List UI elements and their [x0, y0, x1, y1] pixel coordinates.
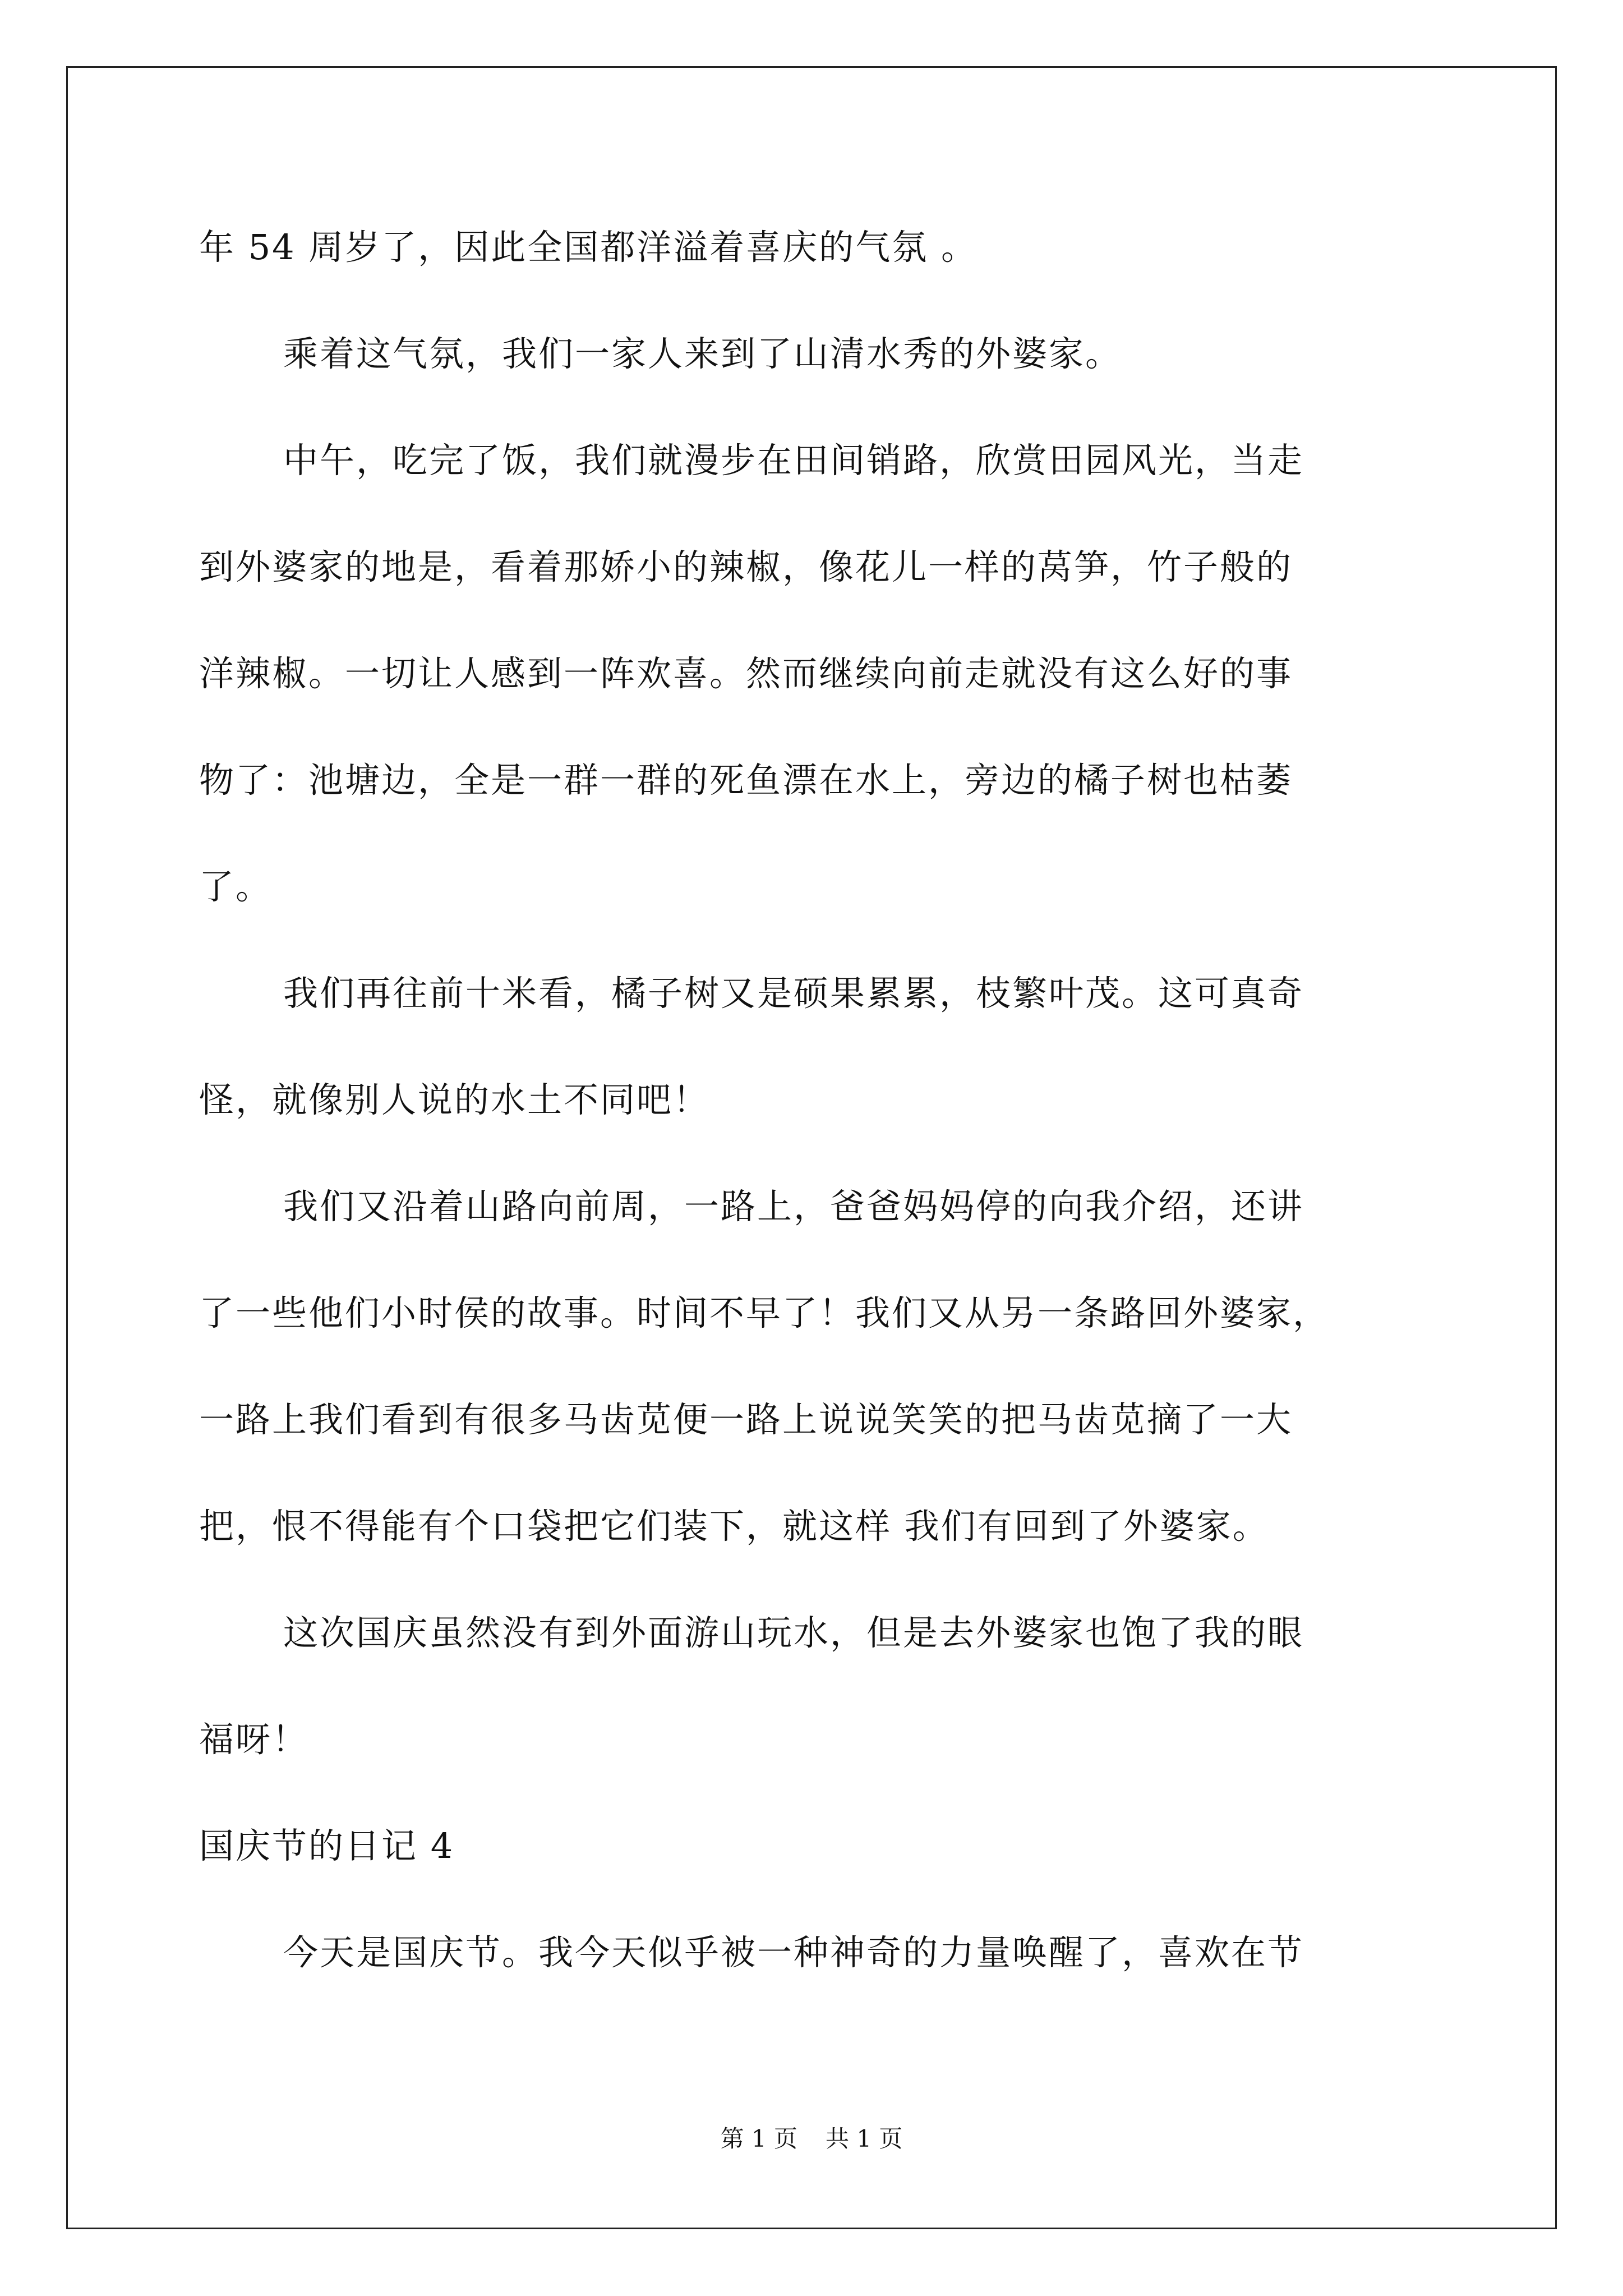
- page-number: 第 1 页: [720, 2125, 797, 2152]
- page-total: 共 1 页: [826, 2125, 903, 2152]
- text-line: 把，恨不得能有个口袋把它们装下，就这样 我们有回到了外婆家。: [199, 1506, 1269, 1547]
- text-line: 福呀！: [199, 1719, 309, 1760]
- page-border: [66, 66, 1557, 2229]
- text-line: 一路上我们看到有很多马齿苋便一路上说说笑笑的把马齿苋摘了一大: [199, 1399, 1293, 1440]
- text-line: 物了：池塘边，全是一群一群的死鱼漂在水上，旁边的橘子树也枯萎: [199, 760, 1293, 800]
- text-line: 了一些他们小时侯的故事。时间不早了！我们又从另一条路回外婆家，: [199, 1292, 1330, 1333]
- page-footer: [0, 2127, 1623, 2151]
- text-line: 了。: [199, 866, 273, 907]
- text-line: 洋辣椒。一切让人感到一阵欢喜。然而继续向前走就没有这么好的事: [199, 653, 1293, 694]
- section-heading: 国庆节的日记 4: [199, 1825, 455, 1866]
- text-line: 我们再往前十米看，橘子树又是硕果累累，枝繁叶茂。这可真奇: [283, 973, 1304, 1014]
- text-line: 年 54 周岁了，因此全国都洋溢着喜庆的气氛 。: [199, 227, 978, 268]
- text-line: 到外婆家的地是，看着那娇小的辣椒，像花儿一样的莴笋，竹子般的: [199, 546, 1293, 587]
- text-line: 今天是国庆节。我今天似乎被一种神奇的力量唤醒了，喜欢在节: [283, 1932, 1304, 1973]
- text-line: 我们又沿着山路向前周，一路上，爸爸妈妈停的向我介绍，还讲: [283, 1186, 1304, 1227]
- text-line: 怪，就像别人说的水土不同吧！: [199, 1079, 710, 1120]
- text-line: 这次国庆虽然没有到外面游山玩水，但是去外婆家也饱了我的眼: [283, 1612, 1304, 1653]
- text-line: 中午，吃完了饭，我们就漫步在田间销路，欣赏田园风光，当走: [283, 440, 1304, 481]
- text-line: 乘着这气氛，我们一家人来到了山清水秀的外婆家。: [283, 333, 1122, 374]
